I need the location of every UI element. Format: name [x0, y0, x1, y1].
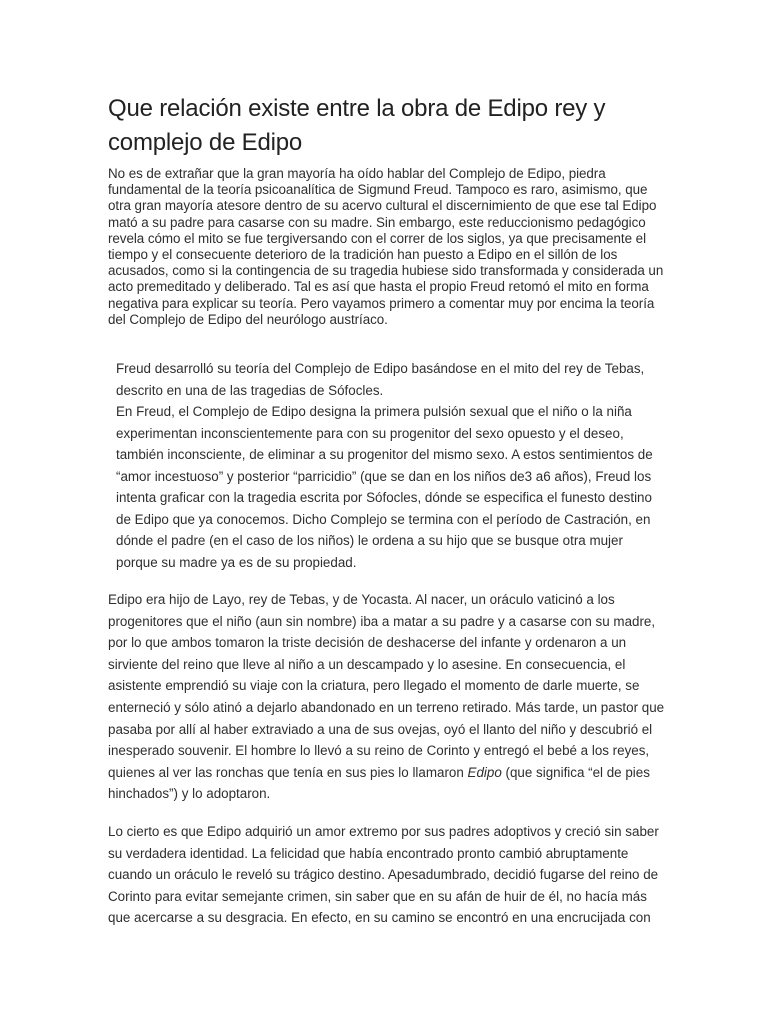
document-title: Que relación existe entre la obra de Edipo rey y complejo de Edipo — [108, 95, 606, 156]
quote-paragraph: En Freud, el Complejo de Edipo designa la primera pulsión sexual que el niño o la niña experimentan inconscientemente para con su progenitor del sexo opuesto y el deseo, también inconsciente, de eliminar a su progenitor del mismo sexo. A estos sentimientos de “amor incestuoso” y posterior “parricidio” (que se dan en los niños de3 a6 años), Freud los intenta graficar con la tragedia escrita por Sófocles, dónde se especifica el funesto destino de Edipo que ya conocemos. Dicho Complejo se termina con el período de Castración, en dónde el padre (en el caso de los niños) le ordena a su hijo que se busque otra mujer porque su madre ya es de su propiedad. — [116, 404, 653, 570]
body-paragraph: Lo cierto es que Edipo adquirió un amor extremo por sus padres adoptivos y creció sin saber su verdadera identidad. La felicidad que había encontrado pronto cambió abruptamente cuando un oráculo le reveló su trágico destino. Apesadumbrado, decidió fugarse del reino de Corinto para evitar semejante crimen, sin saber que en su afán de huir de él, no hacía más que acercarse a su desgracia. En efecto, en su camino se encontró en una encrucijada con — [108, 824, 659, 926]
body-paragraph — [108, 589, 668, 805]
quote-block — [116, 358, 661, 573]
body-text: Edipo era hijo de Layo, rey de Tebas, y de Yocasta. Al nacer, un oráculo vaticinó a los progenitores que el niño (aun sin nombre) iba a matar a su padre y a casarse con su madre, por lo que ambos tomaron la triste decisión de deshacerse del infante y ordenaron a un sirviente del reino que lleve al niño a un descampado y lo asesine. En consecuencia, el asistente emprendió su viaje con la criatura, pero llegado el momento de darle muerte, se enterneció y sólo atinó a dejarlo abandonado en un terreno retirado. Más tarde, un pastor que pasaba por allí al haber extraviado a una de sus ovejas, oyó el llanto del niño y descubrió el inesperado souvenir. El hombre lo llevó a su reino de Corinto y entregó el bebé a los reyes, quienes al ver las ronchas que tenía en sus pies lo llamaron — [108, 592, 665, 780]
italic-term: Edipo — [467, 764, 502, 780]
quote-paragraph: Freud desarrolló su teoría del Complejo de Edipo basándose en el mito del rey de Tebas, descrito en una de las tragedias de Sófocles. — [116, 361, 645, 398]
body-text: (que significa “el de pies hinchados”) y lo adoptaron. — [108, 764, 650, 802]
intro-paragraph: No es de extrañar que la gran mayoría ha oído hablar del Complejo de Edipo, piedra fundamental de la teoría psicoanalítica de Sigmund Freud. Tampoco es raro, asimismo, que otra gran mayoría atesore dentro de su acervo cultural el discernimiento de que ese tal Edipo mató a su padre para casarse con su madre. Sin embargo, este reduccionismo pedagógico revela cómo el mito se fue tergiversando con el correr de los siglos, ya que precisamente el tiempo y el consecuente deterioro de la tradición han puesto a Edipo en el sillón de los acusados, como si la contingencia de su tragedia hubiese sido transformada y considerada un acto premeditado y deliberado. Tal es así que hasta el propio Freud retomó el mito en forma negativa para explicar su teoría. Pero vayamos primero a comentar muy por encima la teoría del Complejo de Edipo del neurólogo austríaco. — [108, 166, 664, 327]
